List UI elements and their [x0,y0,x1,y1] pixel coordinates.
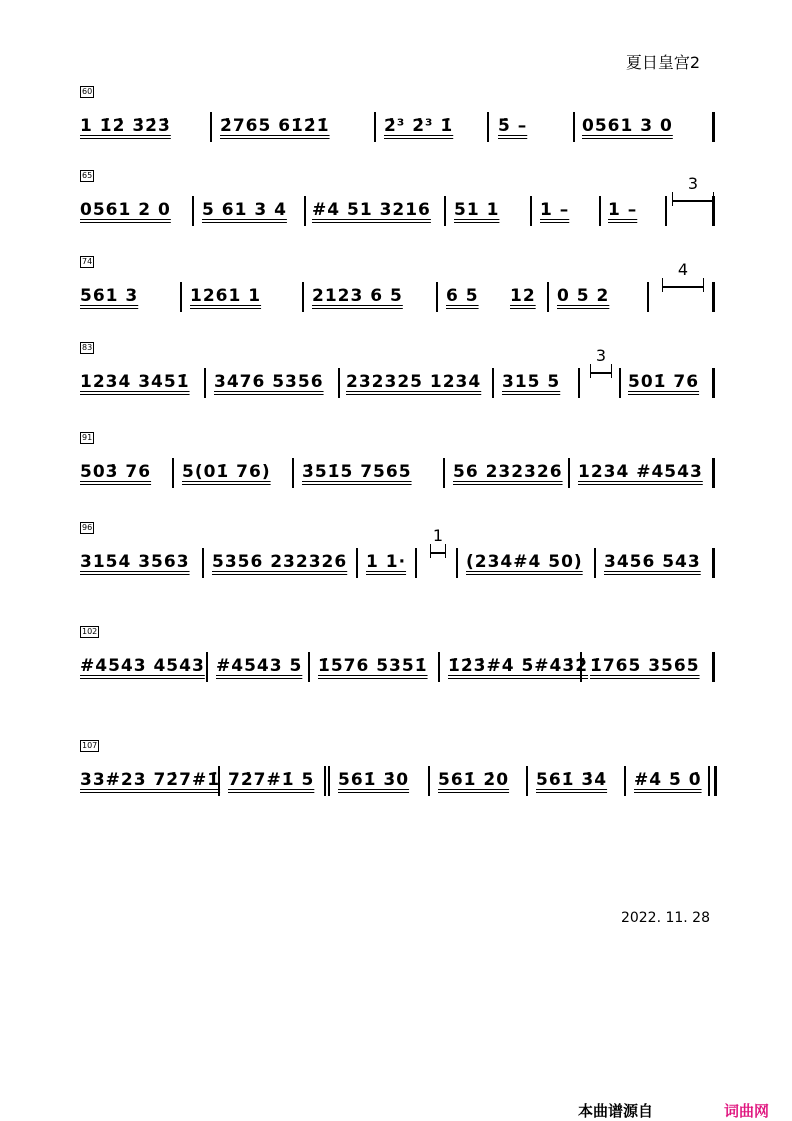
measure-notes: 1 – [608,200,638,220]
measure-number: 102 [82,627,98,636]
measure-notes: 33#23 72̇7#1̇ [80,770,221,790]
score-system [80,626,720,696]
measure-notes: 0561 2 0 [80,200,171,220]
measure-notes: 5 61 3 4 [202,200,287,220]
measure-notes: 3̇51̇5 7565 [302,462,412,482]
measure-notes: 561̇ 3̇4̇ [536,770,608,790]
measure-notes: 5356 232326 [212,552,348,572]
score-system [80,256,720,326]
measure-number: 107 [82,741,98,750]
score-system [80,740,720,810]
measure-notes: 561̇ 2̇0 [438,770,510,790]
measure-notes: 0 5 2 [557,286,610,306]
measure-notes: 1̇765 3565 [590,656,700,676]
measure-notes: 3476 5356 [214,372,324,392]
measure-notes: (234#4 50) [466,552,583,572]
measure-notes: #4543 4543 [80,656,205,676]
measure-number: 65 [82,171,93,180]
measure-notes: 2̇³ 2̇³ 1̇ [384,116,454,136]
measure-number: 83 [82,343,93,352]
measure-notes: 6 5 [446,286,479,306]
multi-rest-count: 3 [595,346,607,365]
page-title: 夏日皇宫2 [625,53,700,72]
multi-rest-bracket [672,174,714,206]
site-logo[interactable]: 词曲网 [724,1102,770,1120]
measure-notes: 503̇ 76 [80,462,152,482]
measure-notes: 1261 1 [190,286,262,306]
measure-number: 91 [82,433,93,442]
measure-number: 96 [82,523,93,532]
measure-notes: 1 1̇2̇ 3̇2̇3̇ [80,116,171,136]
measure-notes: 5(01̇ 76) [182,462,271,482]
multi-rest-count: 1 [432,526,444,545]
measure-notes: 561 3 [80,286,139,306]
measure-notes: 315 5 [502,372,561,392]
multi-rest-bracket [590,346,612,378]
multi-rest-bracket [430,526,446,558]
measure-notes: 1̇2̇3̇#4̇ 5̇#4̇3̇2̇ [448,656,589,676]
measure-notes: 232325 1234 [346,372,482,392]
measure-notes: 561̇ 3̇0 [338,770,410,790]
measure-notes: 1 – [540,200,570,220]
measure-notes: 3154 3563 [80,552,190,572]
date-stamp: 2022. 11. 28 [620,910,710,926]
measure-notes: #4543 5 [216,656,303,676]
score-system [80,522,720,592]
measure-notes: 56 232326 [453,462,563,482]
measure-notes: #4 51 3216 [312,200,431,220]
measure-notes: 72̇7#1̇ 5 [228,770,315,790]
score-system [80,86,720,156]
score-system [80,170,720,240]
measure-notes: 0561 3 0 [582,116,673,136]
multi-rest-bracket [662,260,704,292]
measure-notes: 2123 6 5 [312,286,403,306]
measure-notes: 1 1· [366,552,407,572]
multi-rest-count: 4 [677,260,689,279]
measure-notes: 1234 3451̇ [80,372,190,392]
measure-number: 60 [82,87,93,96]
multi-rest-count: 3 [687,174,699,193]
measure-notes: 51 1 [454,200,500,220]
measure-notes: 5̇ – [498,116,528,136]
measure-number: 74 [82,257,93,266]
measure-notes: 12 [510,286,536,306]
measure-notes: 1̇576 5351̇ [318,656,428,676]
score-system [80,342,720,412]
score-system [80,432,720,502]
source-label: 本曲谱源自 [578,1102,654,1120]
measure-notes: 2̇765 61̇2̇1̇ [220,116,330,136]
measure-notes: 501̇ 76 [628,372,700,392]
measure-notes: 3456 543 [604,552,701,572]
measure-notes: #4̇ 5̇ 0̇ [634,770,702,790]
measure-notes: 1234 #4543 [578,462,703,482]
